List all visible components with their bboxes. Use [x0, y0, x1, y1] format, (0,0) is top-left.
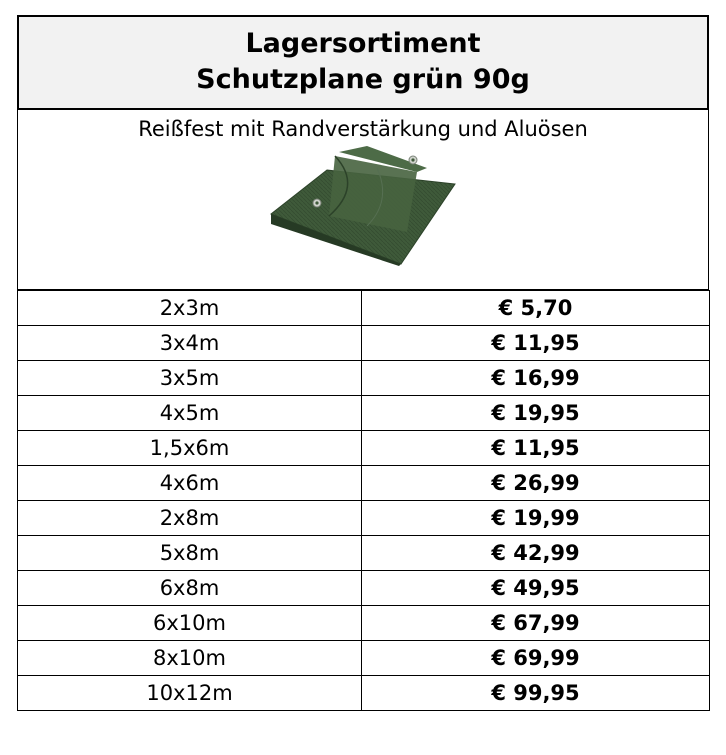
- size-cell: 3x4m: [18, 326, 362, 361]
- table-row: [18, 431, 710, 466]
- size-cell: 1,5x6m: [18, 431, 362, 466]
- price-table: [17, 290, 710, 711]
- green-tarp-image: [267, 146, 457, 266]
- table-row: [18, 571, 710, 606]
- table-row: [18, 676, 710, 711]
- table-row: [18, 536, 710, 571]
- header: [17, 15, 709, 110]
- size-cell: 4x6m: [18, 466, 362, 501]
- size-cell: 10x12m: [18, 676, 362, 711]
- price-cell: € 19,95: [362, 396, 710, 431]
- price-cell: € 67,99: [362, 606, 710, 641]
- product-section: [17, 110, 709, 290]
- price-cell: € 19,99: [362, 501, 710, 536]
- table-row: [18, 291, 710, 326]
- price-cell: € 49,95: [362, 571, 710, 606]
- price-cell: € 16,99: [362, 361, 710, 396]
- size-cell: 5x8m: [18, 536, 362, 571]
- price-cell: € 5,70: [362, 291, 710, 326]
- size-cell: 6x10m: [18, 606, 362, 641]
- price-cell: € 69,99: [362, 641, 710, 676]
- table-row: [18, 501, 710, 536]
- price-cell: € 99,95: [362, 676, 710, 711]
- size-cell: 8x10m: [18, 641, 362, 676]
- page-subtitle: Schutzplane grün 90g: [196, 64, 530, 95]
- price-cell: € 11,95: [362, 431, 710, 466]
- table-row: [18, 466, 710, 501]
- size-cell: 6x8m: [18, 571, 362, 606]
- table-row: [18, 361, 710, 396]
- size-cell: 3x5m: [18, 361, 362, 396]
- table-row: [18, 606, 710, 641]
- page-title: Lagersortiment: [245, 28, 481, 59]
- price-sheet: [17, 15, 709, 711]
- price-cell: € 26,99: [362, 466, 710, 501]
- price-cell: € 42,99: [362, 536, 710, 571]
- size-cell: 2x3m: [18, 291, 362, 326]
- table-row: [18, 326, 710, 361]
- table-row: [18, 396, 710, 431]
- price-cell: € 11,95: [362, 326, 710, 361]
- table-row: [18, 641, 710, 676]
- product-description: Reißfest mit Randverstärkung und Aluösen: [138, 117, 588, 141]
- size-cell: 4x5m: [18, 396, 362, 431]
- size-cell: 2x8m: [18, 501, 362, 536]
